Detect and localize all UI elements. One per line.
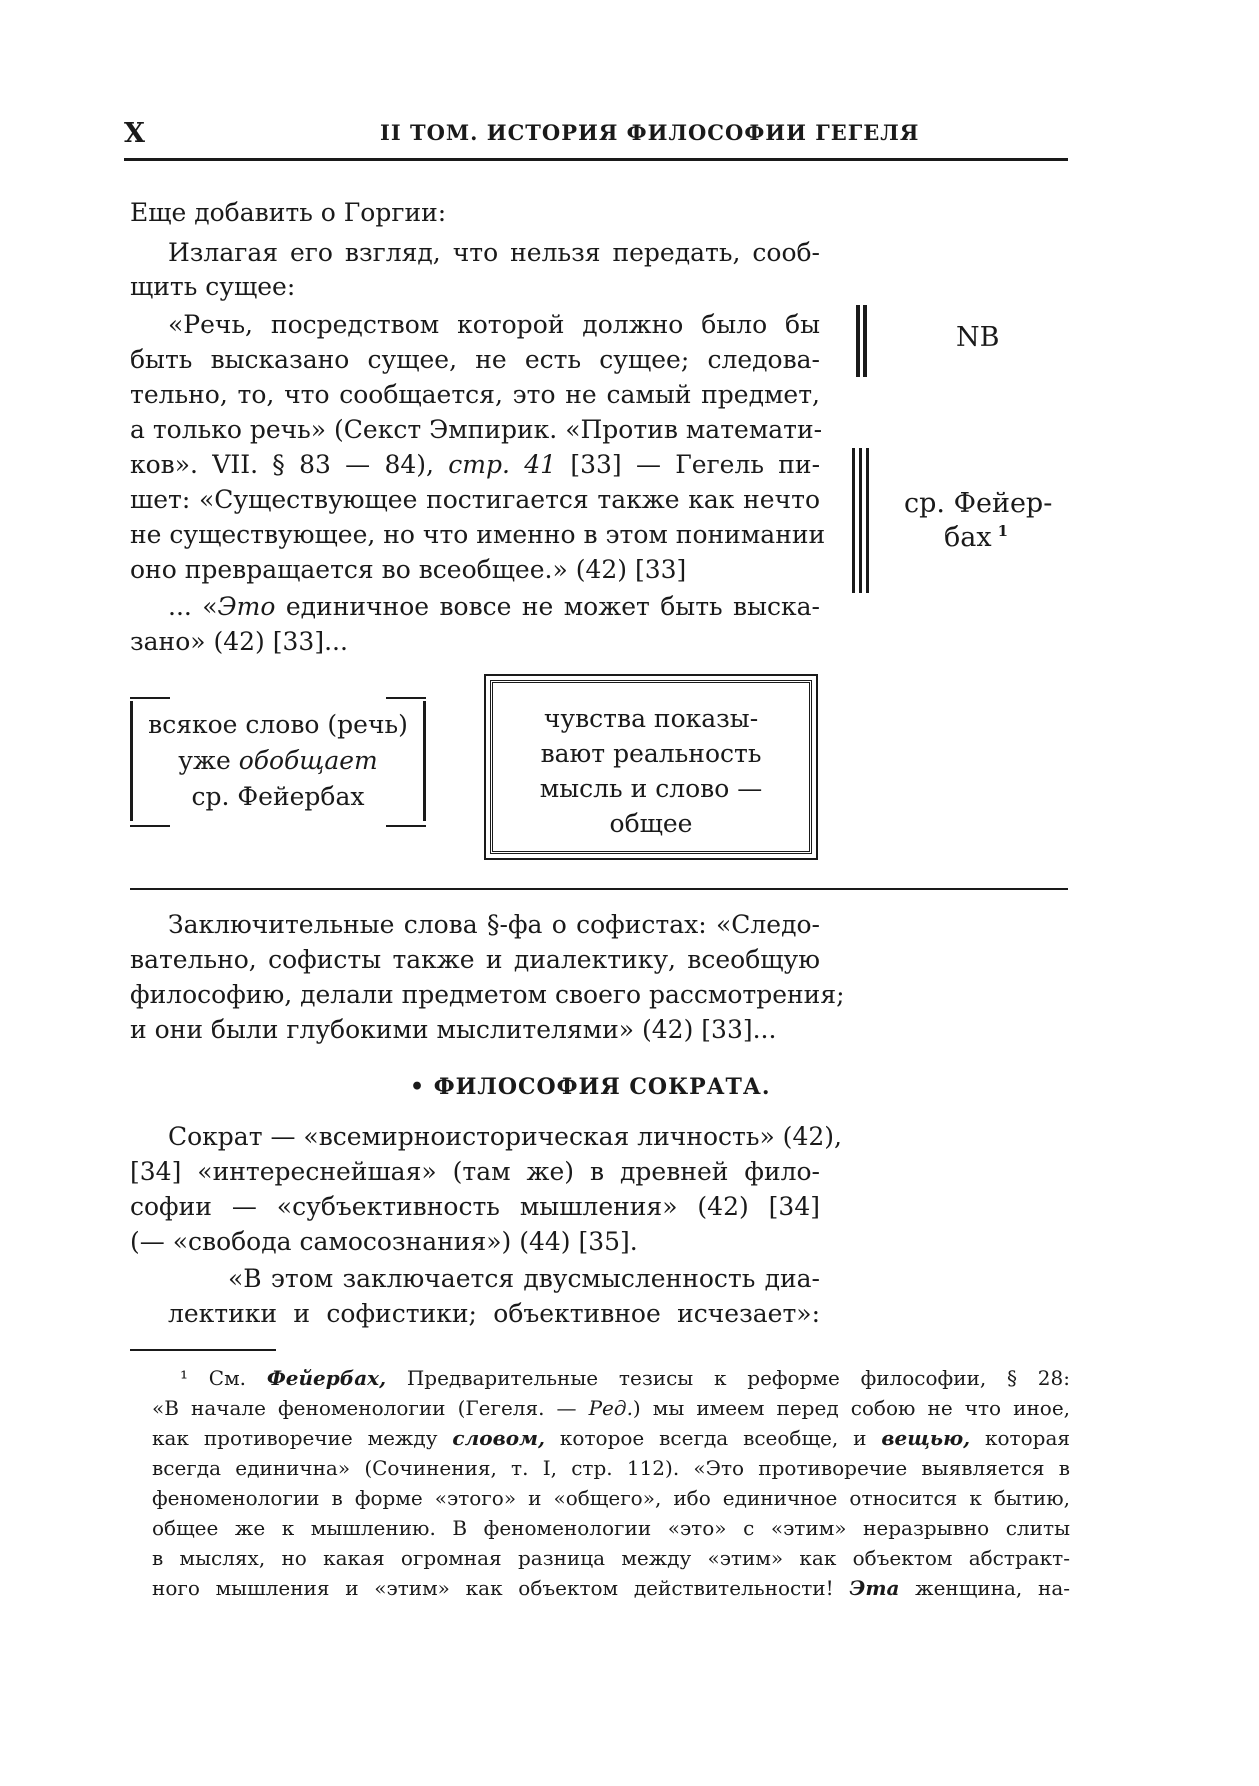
margin-bar — [866, 448, 869, 593]
text-line: софии — «субъективность мышления» (42) [34] — [130, 1192, 820, 1221]
text-line: [34] «интереснейшая» (там же) в древней фило- — [130, 1157, 820, 1186]
margin-bar — [859, 448, 862, 593]
margin-bar — [852, 448, 855, 593]
italic-fragment: вещью, — [881, 1426, 971, 1450]
text-line: тельно, то, что сообщается, это не самый предмет, — [130, 380, 820, 409]
text-fragment: бах — [944, 522, 992, 553]
box-line: вают реальность — [540, 739, 762, 768]
box-corner — [130, 825, 170, 827]
box-corner — [386, 697, 426, 699]
footnote-line — [180, 1363, 1070, 1393]
text-line: Еще добавить о Горгии: — [130, 198, 447, 227]
header-rule — [124, 158, 1068, 161]
footnote-line: общее же к мышлению. В феноменологии «это» с «этим» неразрывно слиты — [152, 1516, 1070, 1540]
text-line: вательно, софисты также и диалектику, всеобщую — [130, 945, 820, 974]
text-line: Излагая его взгляд, что нельзя передать, сооб- — [168, 238, 820, 267]
footnote-line: всегда единична» (Сочинения, т. I, стр. 112). «Это противоречие выявляется в — [152, 1456, 1070, 1480]
box-corner — [386, 825, 426, 827]
text-line: «Речь, посредством которой должно было бы — [168, 310, 820, 339]
footnote-line — [152, 1573, 1070, 1603]
text-fragment: как противоречие между — [152, 1426, 453, 1450]
text-line: а только речь» (Секст Эмпирик. «Против математи- — [130, 415, 823, 444]
page-number: X — [124, 118, 145, 149]
running-title: II ТОМ. ИСТОРИЯ ФИЛОСОФИИ ГЕГЕЛЯ — [380, 120, 920, 145]
text-line: не существующее, но что именно в этом понимании — [130, 520, 826, 549]
box-line: всякое слово (речь) — [148, 710, 408, 739]
section-heading: • ФИЛОСОФИЯ СОКРАТА. — [410, 1074, 771, 1100]
text-fragment: [33] — Гегель пи- — [570, 450, 821, 479]
italic-fragment: Ред. — [588, 1396, 633, 1420]
text-line: быть высказано сущее, не есть сущее; следова- — [130, 345, 820, 374]
text-line: оно превращается во всеобщее.» (42) [33] — [130, 555, 687, 584]
footnote-line — [152, 1423, 1070, 1453]
footnote-rule — [130, 1349, 276, 1351]
text-line: философию, делали предметом своего рассмотрения; — [130, 980, 845, 1009]
text-fragment: которое всегда всеобще, и — [545, 1426, 882, 1450]
box-line: мысль и слово — — [539, 774, 763, 803]
text-fragment: Предварительные тезисы к реформе философии, § 28: — [386, 1366, 1070, 1390]
text-fragment: ного мышления и «этим» как объектом действительности! — [152, 1576, 850, 1600]
text-line: Заключительные слова §-фа о софистах: «Следо- — [168, 910, 820, 939]
italic-fragment: обобщает — [238, 746, 378, 775]
text-line-with-italic — [168, 590, 820, 624]
box-side — [130, 701, 133, 821]
italic-fragment: словом, — [452, 1426, 546, 1450]
margin-bar — [856, 305, 860, 377]
text-line: щить сущее: — [130, 272, 296, 301]
text-line: (— «свобода самосознания») (44) [35]. — [130, 1227, 638, 1256]
italic-fragment: Фейербах, — [266, 1366, 387, 1390]
note-box-left — [130, 697, 426, 827]
box-text — [138, 707, 418, 815]
text-line: «В этом заключается двусмысленность диа- — [228, 1264, 820, 1293]
italic-fragment: Это — [217, 592, 276, 621]
text-line: и они были глубокими мыслителями» (42) [33]... — [130, 1015, 777, 1044]
box-line: чувства показы- — [543, 704, 759, 733]
box-line — [138, 743, 418, 779]
footnote-line — [152, 1393, 1070, 1423]
text-fragment: женщина, на- — [899, 1576, 1071, 1600]
box-side — [423, 701, 426, 821]
text-line-with-italic — [130, 448, 820, 482]
italic-fragment: Эта — [849, 1576, 900, 1600]
text-fragment: которая — [970, 1426, 1071, 1450]
text-line: зано» (42) [33]... — [130, 627, 348, 656]
box-text — [493, 701, 809, 841]
margin-note-feuerbach-cont — [944, 522, 1008, 553]
text-fragment: ) мы имеем перед собою не что иное, — [632, 1396, 1071, 1420]
margin-bar — [863, 305, 867, 377]
footnote-line: в мыслях, но какая огромная разница между «этим» как объектом абстракт- — [152, 1546, 1070, 1570]
text-line: шет: «Существующее постигается также как нечто — [130, 485, 820, 514]
box-corner — [130, 697, 170, 699]
section-rule — [130, 888, 1068, 890]
margin-note-feuerbach: ср. Фейер- — [904, 488, 1053, 519]
box-line: общее — [609, 809, 693, 838]
text-fragment: уже — [178, 746, 239, 775]
footnote-line: феноменологии в форме «этого» и «общего», ибо единичное относится к бытию, — [152, 1486, 1070, 1510]
text-fragment: ков». VII. § 83 — 84), — [130, 450, 434, 479]
text-fragment: «В начале феноменологии (Гегеля. — — [152, 1396, 589, 1420]
footnote-reference: 1 — [997, 522, 1009, 540]
text-line: лектики и софистики; объективное исчезает»: — [168, 1299, 820, 1328]
text-line: Сократ — «всемирноисторическая личность» (42), — [168, 1122, 842, 1151]
text-fragment: ¹ См. — [180, 1366, 267, 1390]
text-fragment: ... « — [168, 592, 218, 621]
box-line: ср. Фейербах — [191, 782, 365, 811]
italic-fragment: стр. 41 — [448, 450, 557, 479]
text-fragment: единичное вовсе не может быть выска- — [285, 592, 820, 621]
note-box-right — [490, 680, 812, 854]
margin-note-nb: NB — [956, 322, 1000, 353]
